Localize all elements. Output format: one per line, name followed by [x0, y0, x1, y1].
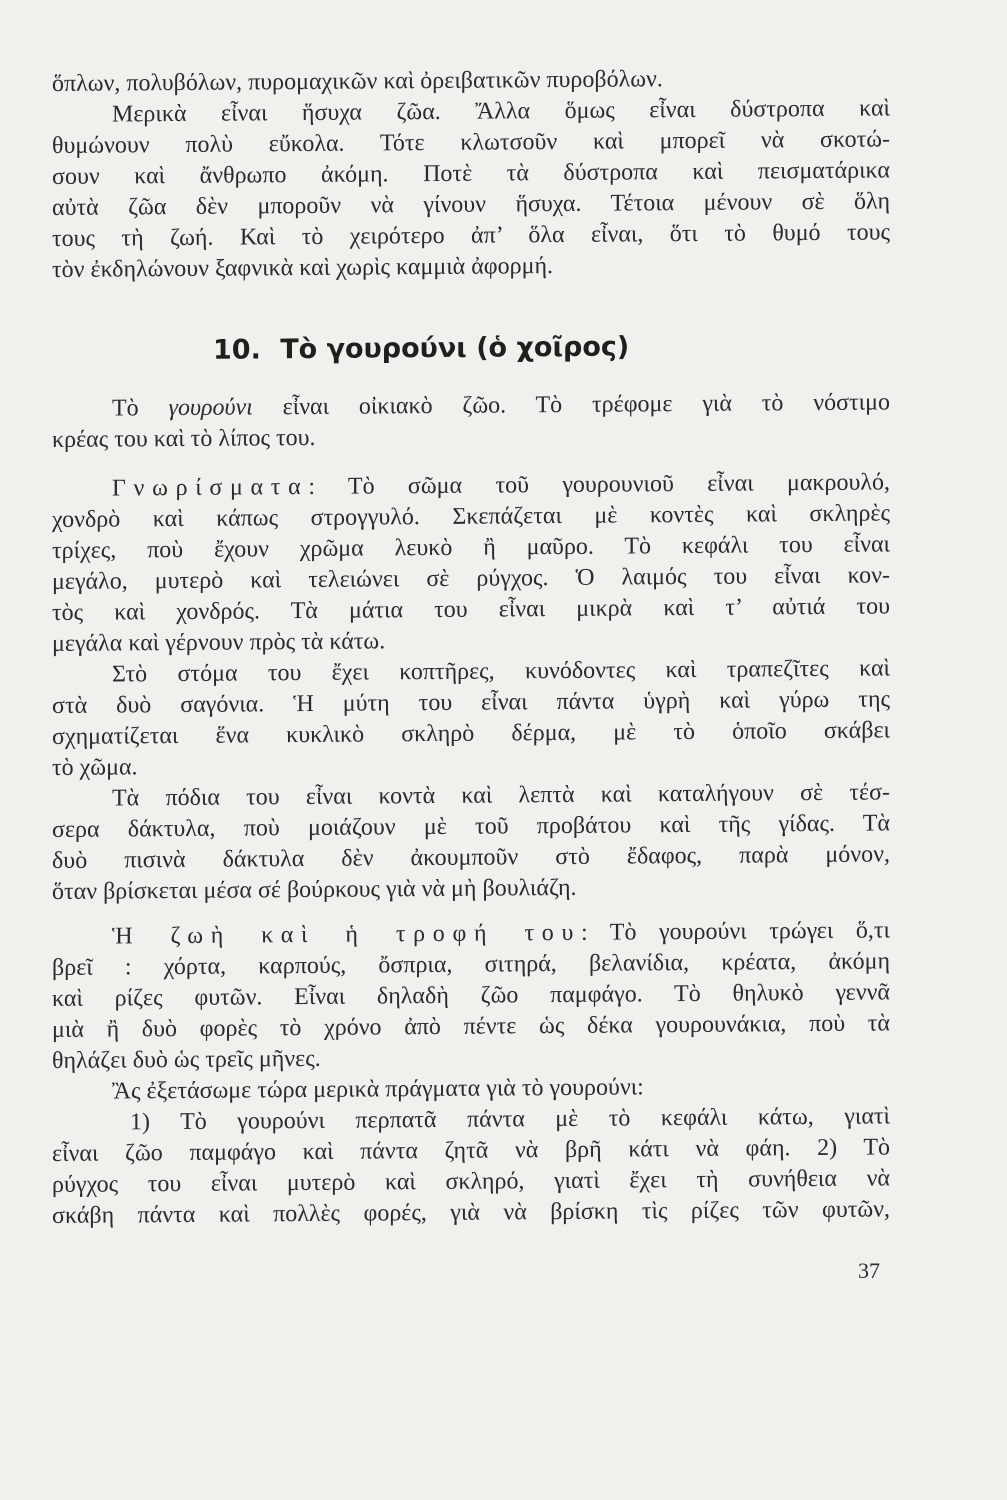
life-and-food-first-line-rest: : Τὸ γουρούνι τρώγει ὅ,τι: [581, 917, 890, 946]
text-line: θυμώνουν πολὺ εὔκολα. Τότε κλωτσοῦν καὶ μπορεῖ νὰ σκοτώ-: [52, 126, 890, 159]
text-line: μεγάλο, μυτερὸ καὶ τελειώνει σὲ ρύγχος. Ὁ λαιμός του εἶναι κον-: [52, 562, 890, 595]
text-line: θηλάζει δυὸ ὡς τρεῖς μῆνες.: [52, 1045, 321, 1074]
life-and-food-label: Ἡ ζωὴ καὶ ἡ τροφή του: [112, 919, 582, 950]
text-line: ὅπλων, πολυβόλων, πυρομαχικῶν καὶ ὀρειβατικῶν πυροβόλων.: [52, 66, 663, 97]
text-line: σερα δάκτυλα, ποὺ μοιάζουν μὲ τοῦ προβάτου καὶ τῆς γίδας. Τὰ: [52, 810, 890, 843]
text-line: αὐτὰ ζῶα δὲν μποροῦν νὰ γίνουν ἥσυχα. Τέτοια μένουν σὲ ὅλη: [52, 188, 890, 221]
text-line: τὸ χῶμα.: [52, 754, 138, 781]
text-line: τὸς καὶ χονδρός. Τὰ μάτια του εἶναι μικρὰ καὶ τ’ αὐτιά του: [52, 593, 890, 626]
text-line: εἶναι ζῶο παμφάγο καὶ πάντα ζητᾶ νὰ βρῆ κάτι νὰ φάη. 2) Τὸ: [52, 1134, 890, 1167]
definition-lead: Τὸ: [112, 395, 139, 422]
definition-rest: εἶναι οἰκιακὸ ζῶο. Τὸ τρέφομε γιὰ τὸ νόστιμο: [282, 389, 891, 421]
text-line: χονδρὸ καὶ κάπως στρογγυλό. Σκεπάζεται μὲ κοντὲς καὶ σκληρὲς: [52, 500, 890, 533]
observations-paragraph: [52, 1070, 890, 1232]
features-first-line-rest: : Τὸ σῶμα τοῦ γουρουνιοῦ εἶναι μακρουλό,: [308, 469, 890, 500]
text-line: στὰ δυὸ σαγόνια. Ἡ μύτη του εἶναι πάντα ὑγρὴ καὶ γύρω της: [52, 686, 890, 719]
definition-paragraph: [52, 387, 890, 456]
text-line: βρεῖ : χόρτα, καρπούς, ὄσπρια, σιτηρά, βελανίδια, κρέατα, ἀκόμη: [52, 948, 890, 981]
section-heading: [213, 325, 890, 370]
features-label: Γνωρίσματα: [112, 473, 309, 502]
text-line: 1) Τὸ γουρούνι περπατᾶ πάντα μὲ τὸ κεφάλι κάτω, γιατὶ: [130, 1103, 890, 1136]
definition-term: γουρούνι: [168, 394, 253, 422]
text-line: μεγάλα καὶ γέρνουν πρὸς τὰ κάτω.: [52, 628, 386, 657]
text-line: σουν καὶ ἄνθρωπο ἀκόμη. Ποτὲ τὰ δύστροπα καὶ πεισματάρικα: [52, 157, 890, 190]
section-title: Τὸ γουρούνι (ὁ χοῖρος): [280, 331, 630, 366]
text-line: τους τὴ ζωή. Καὶ τὸ χειρότερο ἀπ’ ὅλα εἶναι, ὅτι τὸ θυμό τους: [52, 219, 890, 252]
text-line: ρύγχος του εἶναι μυτερὸ καὶ σκληρό, γιατὶ ἔχει τὴ συνήθεια νὰ: [52, 1165, 890, 1198]
text-line: καὶ ρίζες φυτῶν. Εἶναι δηλαδὴ ζῶο παμφάγο. Τὸ θηλυκὸ γεννᾶ: [52, 979, 890, 1012]
text-line: [52, 387, 890, 425]
text-line: Στὸ στόμα του ἔχει κοπτῆρες, κυνόδοντες καὶ τραπεζῖτες καὶ: [112, 655, 890, 688]
page-number: 37: [858, 1258, 880, 1283]
text-line: Μερικὰ εἶναι ἥσυχα ζῶα. Ἄλλα ὅμως εἶναι δύστροπα καὶ: [112, 95, 890, 128]
mouth-paragraph: [52, 653, 890, 784]
text-line: Τὰ πόδια του εἶναι κοντὰ καὶ λεπτὰ καὶ καταλήγουν σὲ τέσ-: [112, 779, 890, 812]
intro-paragraph: [52, 62, 890, 286]
features-paragraph: [52, 467, 890, 660]
text-line: κρέας του καὶ τὸ λίπος του.: [52, 424, 316, 453]
legs-paragraph: [52, 777, 890, 908]
text-line: δυὸ πισινὰ δάκτυλα δὲν ἀκουμποῦν στὸ ἔδαφος, παρὰ μόνον,: [52, 841, 890, 874]
text-line: σχηματίζεται ἕνα κυκλικὸ σκληρὸ δέρμα, μὲ τὸ ὁποῖο σκάβει: [52, 717, 890, 750]
text-line: Ἂς ἐξετάσωμε τώρα μερικὰ πράγματα γιὰ τὸ γουρούνι:: [112, 1074, 644, 1105]
page-text-block: [52, 62, 890, 1232]
text-line: τρίχες, ποὺ ἔχουν χρῶμα λευκὸ ἢ μαῦρο. Τὸ κεφάλι του εἶναι: [52, 531, 890, 564]
text-line: ὅταν βρίσκεται μέσα σέ βούρκους γιὰ νὰ μὴ βουλιάζη.: [52, 874, 577, 905]
life-and-food-paragraph: [52, 915, 890, 1077]
section-number: 10.: [213, 334, 261, 366]
text-line: μιὰ ἢ δυὸ φορὲς τὸ χρόνο ἀπὸ πέντε ὡς δέκα γουρουνάκια, ποὺ τὰ: [52, 1010, 890, 1043]
text-line: τὸν ἐκδηλώνουν ξαφνικὰ καὶ χωρὶς καμμιὰ ἀφορμή.: [52, 253, 554, 283]
text-line: σκάβη πάντα καὶ πολλὲς φορές, γιὰ νὰ βρίσκη τὶς ρίζες τῶν φυτῶν,: [52, 1196, 890, 1229]
